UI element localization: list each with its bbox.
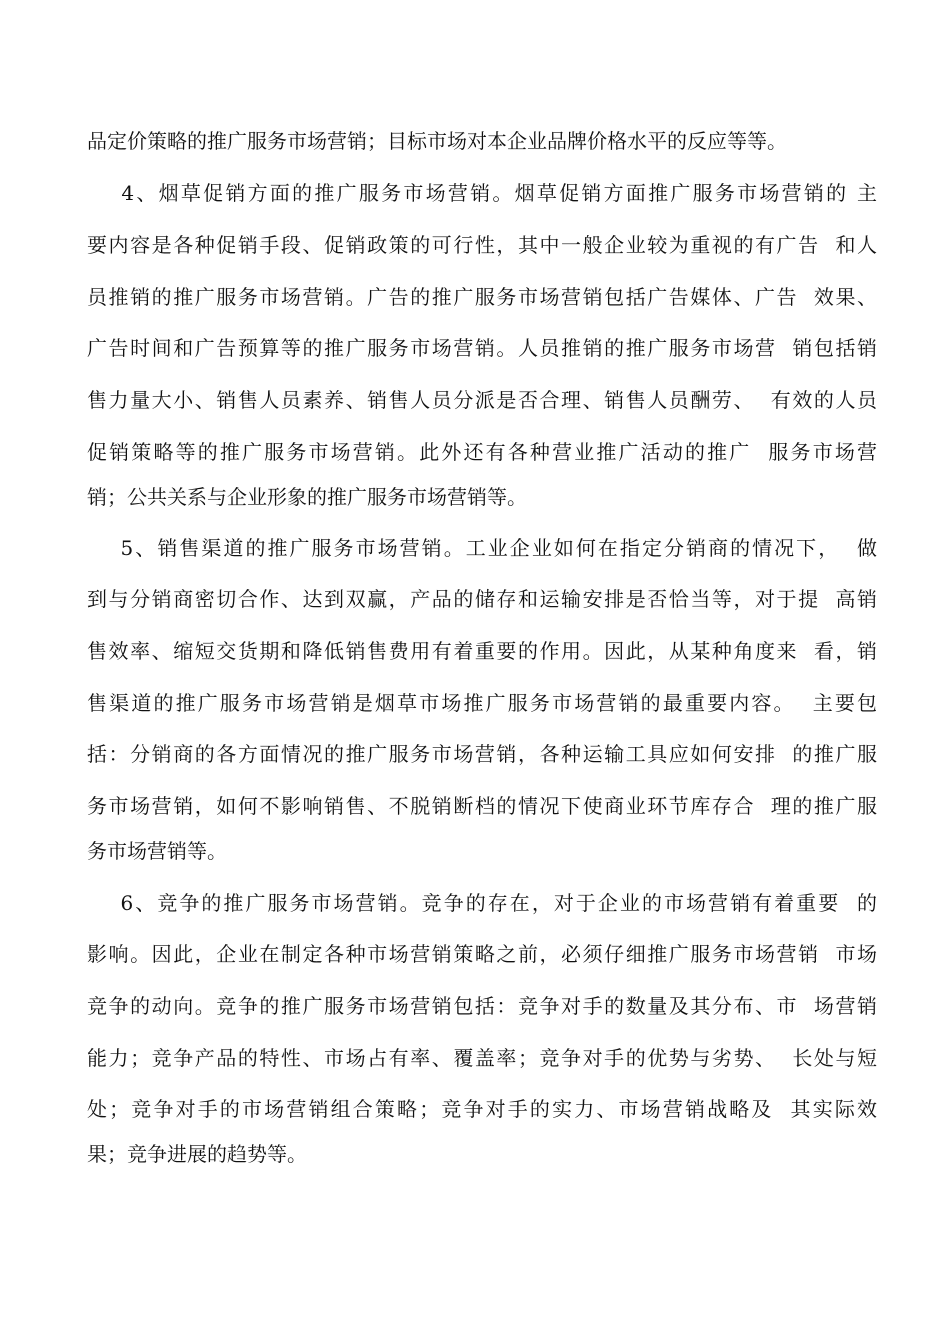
text-line: 果；竞争进展的趋势等。: [87, 1142, 307, 1166]
text-line: 6、竞争的推广服务市场营销。竞争的存在，对于企业的市场营销有着重要 的: [87, 891, 877, 915]
text-line: 品定价策略的推广服务市场营销；目标市场对本企业品牌价格水平的反应等等。: [87, 129, 787, 153]
text-line: 5、销售渠道的推广服务市场营销。工业企业如何在指定分销商的情况下， 做: [87, 536, 877, 560]
text-line: 括：分销商的各方面情况的推广服务市场营销，各种运输工具应如何安排 的推广服: [87, 742, 877, 766]
text-line: 员推销的推广服务市场营销。广告的推广服务市场营销包括广告媒体、广告 效果、: [87, 285, 877, 309]
text-line: 处；竞争对手的市场营销组合策略；竞争对手的实力、市场营销战略及 其实际效: [87, 1097, 877, 1121]
text-line: 务市场营销，如何不影响销售、不脱销断档的情况下使商业环节库存合 理的推广服: [87, 794, 877, 818]
text-line: 竞争的动向。竞争的推广服务市场营销包括：竞争对手的数量及其分布、市 场营销: [87, 994, 877, 1018]
text-line: 影响。因此，企业在制定各种市场营销策略之前，必须仔细推广服务市场营销 市场: [87, 942, 877, 966]
text-line: 4、烟草促销方面的推广服务市场营销。烟草促销方面推广服务市场营销的 主: [87, 181, 877, 205]
text-line: 到与分销商密切合作、达到双赢，产品的储存和运输安排是否恰当等，对于提 高销: [87, 587, 877, 611]
text-line: 要内容是各种促销手段、促销政策的可行性，其中一般企业较为重视的有广告 和人: [87, 233, 877, 257]
text-line: 售力量大小、销售人员素养、销售人员分派是否合理、销售人员酬劳、 有效的人员: [87, 388, 877, 412]
text-line: 售效率、缩短交货期和降低销售费用有着重要的作用。因此，从某种角度来 看，销: [87, 639, 877, 663]
text-line: 广告时间和广告预算等的推广服务市场营销。人员推销的推广服务市场营 销包括销: [87, 336, 877, 360]
text-line: 售渠道的推广服务市场营销是烟草市场推广服务市场营销的最重要内容。 主要包: [87, 691, 877, 715]
text-line: 能力；竞争产品的特性、市场占有率、覆盖率；竞争对手的优势与劣势、 长处与短: [87, 1046, 877, 1070]
text-line: 务市场营销等。: [87, 839, 227, 863]
text-line: 销；公共关系与企业形象的推广服务市场营销等。: [87, 485, 527, 509]
text-line: 促销策略等的推广服务市场营销。此外还有各种营业推广活动的推广 服务市场营: [87, 440, 877, 464]
